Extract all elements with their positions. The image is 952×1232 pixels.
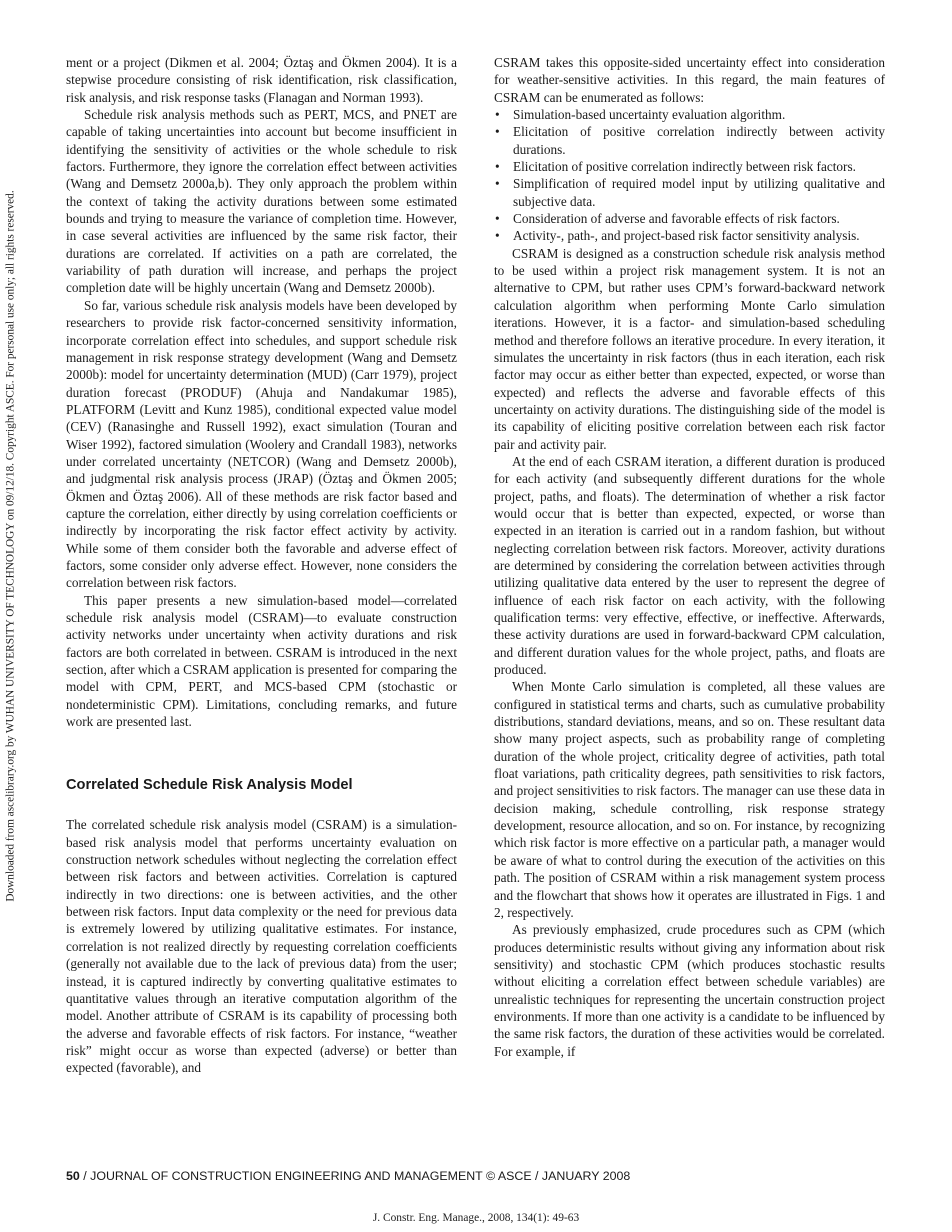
- paragraph: The correlated schedule risk analysis model (CSRAM) is a simulation-based risk analysis model that performs uncertainty evaluation on construction network schedules without neglecting the correlation effect between risk factors and between activities. Correlation is captured indirectly in two directions: one is between activities, and the other between risk factors. Input data complexity or the need for previous data is extremely lowered by utilizing qualitative estimates. For instance, correlation is not realized directly by requesting correlation coefficients (generally not available due to the lack of previous data) from the user; instead, it is captured indirectly by converting qualitative estimates to quantitative values through an iterative computation algorithm of the model. Another attribute of CSRAM is its capability of processing both the adverse and favorable effects of risk factors. For instance, “weather risk” might occur as worse than expected (adverse) or better than expected (favorable), and: [66, 817, 457, 1076]
- citation-line: J. Constr. Eng. Manage., 2008, 134(1): 49-63: [372, 1212, 580, 1224]
- paragraph: So far, various schedule risk analysis models have been developed by researchers to provide risk factor-concerned sensitivity information, incorporate correlation effect into schedules, and support schedule risk management in risk response strategy development (Wang and Demsetz 2000b): model for uncertainty determination (MUD) (Carr 1979), project duration forecast (PRODUF) (Ahuja and Nandakumar 1985), PLATFORM (Levitt and Kunz 1985), conditional expected value model (CEV) (Ranasinghe and Russell 1992), exact simulation (Touran and Wiser 1992), factored simulation (Woolery and Crandall 1983), networks under correlated uncertainty (NETCOR) (Wang and Demsetz 2000b), and judgmental risk analysis process (JRAP) (Öztaş and Ökmen 2005; Ökmen and Öztaş 2006). All of these methods are risk factor based and capture the correlation, either directly by using correlation coefficients or indirectly by incorporating the risk factor effect activity by activity. While some of them consider both the favorable and adverse effect of factors, some consider only adverse effect. However, none considers the correlation between risk factors.: [66, 297, 457, 591]
- feature-list: [494, 106, 885, 245]
- paragraph: When Monte Carlo simulation is completed, all these values are configured in statistical terms and charts, such as cumulative probability distributions, standard deviations, means, and so on. These resultant data show many project aspects, such as probability range of completing duration of the whole project, criticality degree of activities, path total float variations, path criticality degrees, path sensitivities to risk factors, and project sensitivities to risk factors. The manager can use these data in decision making, schedule controlling, risk response strategy development, resource allocation, and so on. For instance, by recognizing which risk factor is more effective on a particular path, a manager would be aware of what to control during the execution of the activities on this path. The position of CSRAM within a risk management system process and the flowchart that shows how it operates are illustrated in Figs. 1 and 2, respectively.: [494, 679, 885, 920]
- paragraph: This paper presents a new simulation-based model—correlated schedule risk analysis model (CSRAM)—to evaluate construction activity networks under uncertainty when activity durations and risk factors are both correlated in between. CSRAM is introduced in the next section, after which a CSRAM application is presented for comparing the model with CPM, PERT, and MCS-based CPM (stochastic or nondeterministic CPM). Limitations, concluding remarks, and future work are presented last.: [66, 592, 457, 730]
- paragraph: Schedule risk analysis methods such as PERT, MCS, and PNET are capable of taking uncertainties into account but become insufficient in identifying the sensitivity of activities or the whole schedule to risk factors. Furthermore, they ignore the correlation effect between activities (Wang and Demsetz 2000a,b). They only approach the problem within the context of taking the activity durations between some estimated bounds and trying to measure the variance of completion time. However, in case several activities are influenced by the same risk factor, their durations are correlated. If activities on a path are correlated, the variability of path duration will increase, and perhaps the project completion date will be highly uncertain (Wang and Demsetz 2000b).: [66, 107, 457, 296]
- paragraph: At the end of each CSRAM iteration, a different duration is produced for each activity (and subsequently different durations for the whole project, paths, and floats). The determination of whether a risk factor would occur that is better than expected, expected, or worse than expected in an iteration is carried out in a random fashion, but without neglecting correlation between risk factors. Moreover, activity durations are determined by considering the correlation between activities through utilizing qualitative data entered by the user to represent the degree of influence of each risk factor on each activity, with the following qualification terms: very effective, effective, or ineffective. Afterwards, these activity durations are used in forward-backward CPM calculation, and different duration values for the whole project, paths, and floats are produced.: [494, 453, 885, 678]
- section-heading: Correlated Schedule Risk Analysis Model: [66, 777, 353, 794]
- list-item: • Simplification of required model input by utilizing qualitative and subjective data.: [494, 175, 885, 210]
- page-footer: [66, 1169, 630, 1183]
- list-item: • Activity-, path-, and project-based risk factor sensitivity analysis.: [494, 227, 885, 244]
- download-watermark: [2, 76, 20, 1016]
- list-item: • Consideration of adverse and favorable effects of risk factors.: [494, 210, 885, 227]
- list-item: • Simulation-based uncertainty evaluation algorithm.: [494, 106, 885, 123]
- paragraph: ment or a project (Dikmen et al. 2004; Öztaş and Ökmen 2004). It is a stepwise procedure consisting of risk identification, risk classification, risk analysis, and risk response tasks (Flanagan and Norman 1993).: [66, 55, 457, 105]
- list-item: • Elicitation of positive correlation indirectly between risk factors.: [494, 158, 885, 175]
- left-column: [66, 54, 457, 1077]
- paragraph: CSRAM takes this opposite-sided uncertainty effect into consideration for weather-sensitive activities. In this regard, the main features of CSRAM can be enumerated as follows:: [494, 55, 885, 105]
- list-item: • Elicitation of positive correlation indirectly between activity durations.: [494, 123, 885, 158]
- right-column: [494, 54, 885, 1060]
- journal-line: / JOURNAL OF CONSTRUCTION ENGINEERING AND MANAGEMENT © ASCE / JANUARY 2008: [79, 1169, 631, 1183]
- paragraph: As previously emphasized, crude procedures such as CPM (which produces deterministic results without giving any information about risk sensitivity) and stochastic CPM (which produces stochastic results without eliciting a correlation effect between schedule variables) are unrealistic techniques for representing the uncertain construction project environments. If more than one activity is a candidate to be influenced by the same risk factors, the duration of these activities would be correlated. For example, if: [494, 922, 885, 1059]
- download-watermark-text: Downloaded from ascelibrary.org by WUHAN UNIVERSITY OF TECHNOLOGY on 09/12/18. Copyright ASCE. For personal use only; all rights reserved.: [5, 190, 17, 902]
- paragraph: CSRAM is designed as a construction schedule risk analysis method to be used within a project risk management system. It is not an alternative to CPM, but rather uses CPM’s forward-backward network calculation algorithm when performing Monte Carlo simulation iterations. However, it is a factor- and simulation-based scheduling method and therefore follows an iterative procedure. In every iteration, it simulates the uncertainty in risk factors (thus in each iteration, each risk factor may occur as either better than expected, expected, or worse than expected) and reflects the adverse and favorable effects of this uncertainty on activity durations. The distinguishing side of the model is its capability of eliciting positive correlation between each risk factor pair and activity pair.: [494, 245, 885, 452]
- page-number: 50: [66, 1169, 80, 1183]
